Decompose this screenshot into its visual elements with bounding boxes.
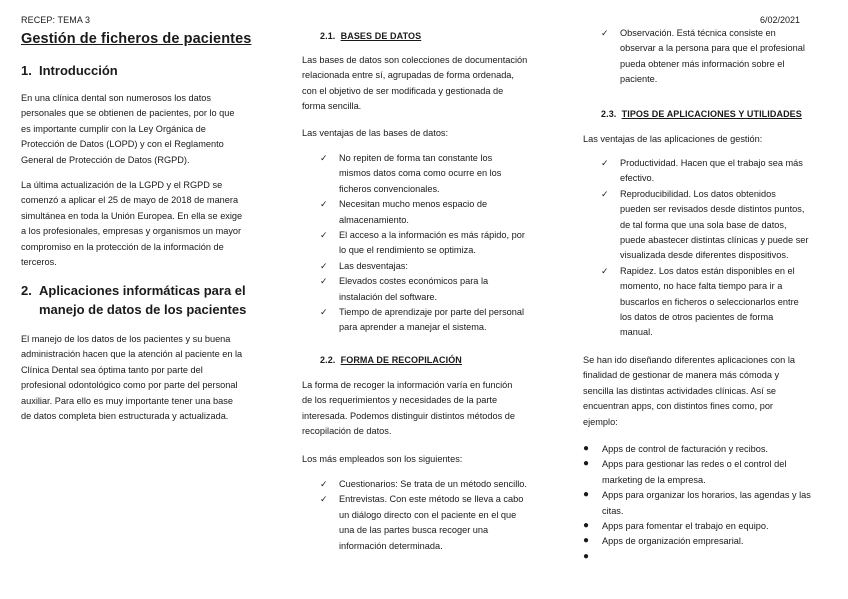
section-2-number: 2. [21,283,32,298]
checklist-item-line: Tiempo de aprendizaje por parte del personal [339,307,525,318]
section-2-paragraph-1-line: administración hacen que la atención al paciente en la [21,349,243,360]
bullet-item [583,442,838,457]
checklist-item-line: puede abastecer distintas clínicas y puede ser [620,235,809,246]
section-2-1-paragraph-1-line: relacionada entre sí, agrupadas de forma ordenada, [302,70,514,81]
checklist-item-line: Las desventajas: [339,260,408,271]
section-1-paragraph-2-line: a los profesionales, empresas y organismos un mayor [21,226,242,237]
checklist-item [601,156,836,187]
checklist-item-line: Rapidez. Los datos están disponibles en el [620,265,795,276]
bullet-item [583,534,838,549]
bullet-icon: ● [583,458,590,470]
bullet-item [583,550,838,565]
section-2-1-number: 2.1. [320,31,336,41]
checkmark-icon: ✓ [320,479,328,489]
section-1-paragraph-1 [21,91,271,168]
bullet-item-line: citas. [602,505,624,516]
checkmark-icon: ✓ [320,260,328,271]
checklist-item-line: ficheros convencionales. [339,183,440,194]
observation-checklist [601,26,831,88]
checkmark-icon: ✓ [601,158,609,168]
checklist-item-line: manual. [620,327,653,338]
section-2-1-checklist [320,151,550,336]
section-2-paragraph-1-line: de datos completa bien estructurada y actualizada. [21,411,229,422]
checklist-item [320,259,550,274]
section-1-heading [21,61,118,81]
section-1-paragraph-2-line: simultánea en toda la Unión Europea. En ella se exige [21,210,243,221]
checkmark-icon: ✓ [320,494,328,505]
section-1-number: 1. [21,63,32,78]
bullet-item-line: Apps de control de facturación y recibos. [602,444,768,454]
bullet-item-line: Apps de organización empresarial. [602,536,744,547]
section-2-2-paragraph-2: Los más empleados son los siguientes: [302,454,463,464]
section-2-1-heading [320,29,421,44]
checklist-item-line: lo que el rendimiento se optimiza. [339,245,476,256]
checklist-item [320,305,550,336]
checklist-item-line: buscarlos en ficheros o seleccionarlos entre [620,296,799,307]
section-2-3-checklist [601,156,836,341]
section-1-paragraph-2-line: La última actualización de la LGPD y el RGPD se [21,180,223,190]
checkmark-icon: ✓ [320,153,328,163]
section-2-1-title: BASES DE DATOS [340,31,422,41]
section-1-paragraph-1-line: es importante cumplir con la Ley Orgánica de [21,123,206,134]
section-2-title-line-2: manejo de datos de los pacientes [39,302,247,317]
bullet-item-line: Apps para organizar los horarios, las agendas y las [602,490,811,501]
checklist-item [320,274,550,305]
section-2-3-paragraph-1: Las ventajas de las aplicaciones de gestión: [583,134,763,144]
bullet-item [583,457,838,488]
section-2-2-paragraph-1-line: La forma de recoger la información varía en función [302,380,513,390]
section-2-1-paragraph-1-line: con el objetivo de ser modificada y gestionada de [302,85,504,96]
bullet-icon: ● [583,520,590,532]
checkmark-icon: ✓ [320,230,328,241]
section-2-3-paragraph-2-line: finalidad de gestionar de manera más cómoda y [583,370,780,381]
section-2-2-paragraph-1 [302,378,552,440]
section-2-2-checklist [320,477,550,554]
section-2-2-title: FORMA DE RECOPILACIÓN [340,355,462,365]
checkmark-icon: ✓ [320,307,328,318]
checklist-item-line: momento, no hace falta tiempo para ir a [620,281,783,292]
checklist-item [320,492,550,554]
apps-bullet-list [583,442,838,565]
bullet-item [583,488,838,519]
section-2-3-heading [601,107,802,122]
section-1-paragraph-1-line: General de Protección de Datos (RGPD). [21,154,190,165]
section-2-3-paragraph-2-line: sencilla las distintas actividades clínicas. Así se [583,385,777,396]
checklist-item-line: paciente. [620,74,658,85]
bullet-icon: ● [583,550,590,562]
checklist-item-line: El acceso a la información es más rápido, por [339,230,525,241]
section-1-paragraph-2-line: terceros. [21,257,57,268]
section-2-title-line-1: Aplicaciones informáticas para el [39,283,246,298]
bullet-icon: ● [583,535,590,547]
section-2-3-paragraph-2-line: ejemplo: [583,416,618,427]
checklist-item-line: mismos datos coma como ocurre en los [339,168,502,179]
checklist-item-line: observar a la persona para que el profesional [620,43,805,54]
checkmark-icon: ✓ [601,28,609,38]
section-2-2-paragraph-1-line: recopilación de datos. [302,426,392,437]
bullet-item-line: marketing de la empresa. [602,474,706,485]
document-title: Gestión de ficheros de pacientes [21,31,252,47]
checklist-item-line: No repiten de forma tan constante los [339,153,493,163]
checklist-item-line: un diálogo directo con el paciente en el que [339,509,517,520]
section-2-1-paragraph-1 [302,53,552,115]
section-2-1-paragraph-1-line: forma sencilla. [302,101,362,112]
checklist-item [320,151,550,197]
checklist-item-line: los datos de otros pacientes de forma [620,312,774,323]
header-date: 6/02/2021 [760,15,801,25]
section-2-3-paragraph-2-line: Se han ido diseñando diferentes aplicaciones con la [583,355,795,365]
section-2-paragraph-1-line: El manejo de los datos de los pacientes y su buena [21,334,231,344]
section-2-heading [21,281,246,301]
section-2-3-title: TIPOS DE APLICACIONES Y UTILIDADES [621,109,802,119]
checklist-item-line: visualizada desde diferentes dispositivos. [620,250,789,261]
checklist-item-line: efectivo. [620,173,655,184]
checklist-item-line: instalación del software. [339,291,438,302]
section-1-title: Introducción [39,63,118,78]
section-1-paragraph-1-line: En una clínica dental son numerosos los datos [21,93,211,103]
checklist-item-line: Observación. Está técnica consiste en [620,28,776,38]
bullet-icon: ● [583,443,590,454]
checklist-item [320,228,550,259]
bullet-item-line: Apps para fomentar el trabajo en equipo. [602,521,769,532]
checklist-item-line: pueda obtener más información sobre el [620,58,785,69]
section-2-paragraph-1 [21,332,276,424]
checkmark-icon: ✓ [601,265,609,276]
section-2-2-number: 2.2. [320,355,336,365]
checkmark-icon: ✓ [320,276,328,287]
checklist-item-line: de tal forma que una sola base de datos, [620,219,787,230]
section-2-2-paragraph-1-line: de los requerimientos y necesidades de la parte [302,395,498,406]
checklist-item-line: Cuestionarios: Se trata de un método sencillo. [339,479,527,489]
checklist-item [320,477,550,492]
section-2-paragraph-1-line: auxiliar. Para ello es muy importante tener una base [21,395,233,406]
header-label: RECEP: TEMA 3 [21,15,91,25]
bullet-item-line: Apps para gestionar las redes o el control del [602,459,787,470]
checklist-item-line: Productividad. Hacen que el trabajo sea más [620,158,803,168]
checklist-item [601,187,836,264]
section-1-paragraph-2-line: comenzó a aplicar el 25 de mayo de 2018 de manera [21,195,239,206]
section-2-paragraph-1-line: Clínica Dental sea óptima tanto por parte del [21,364,203,375]
section-1-paragraph-2 [21,178,271,270]
checklist-item-line: para aprender a manejar el sistema. [339,322,487,333]
section-2-1-paragraph-1-line: Las bases de datos son colecciones de documentación [302,55,528,65]
section-2-3-paragraph-2-line: encuentran apps, con distintos fines como, por [583,401,773,412]
checklist-item [320,197,550,228]
bullet-icon: ● [583,489,590,501]
section-2-1-paragraph-2: Las ventajas de las bases de datos: [302,128,449,138]
checklist-item-line: Entrevistas. Con este método se lleva a cabo [339,494,524,505]
section-2-2-heading [320,353,462,368]
bullet-item [583,519,838,534]
checklist-item-line: pueden ser revisados desde distintos puntos, [620,204,805,215]
section-2-2-paragraph-1-line: interesada. Podemos distinguir distintos métodos de [302,410,515,421]
checklist-item-line: Necesitan mucho menos espacio de [339,199,488,210]
checkmark-icon: ✓ [601,188,609,199]
section-2-paragraph-1-line: profesional odontológico como por parte del personal [21,380,238,391]
checklist-item-line: Elevados costes económicos para la [339,276,489,287]
section-1-paragraph-2-line: compromiso en la protección de la información de [21,241,224,252]
checklist-item-line: una de las partes busca recoger una [339,525,489,536]
checklist-item-line: almacenamiento. [339,214,409,225]
checklist-item-line: Reproducibilidad. Los datos obtenidos [620,188,776,199]
section-2-3-paragraph-2 [583,353,838,430]
section-1-paragraph-1-line: Protección de Datos (LOPD) y con el Reglamento [21,139,224,150]
checklist-item-line: información determinada. [339,540,443,551]
checkmark-icon: ✓ [320,199,328,210]
checklist-item [601,264,836,341]
section-2-3-number: 2.3. [601,109,617,119]
section-1-paragraph-1-line: personales que se obtienen de pacientes, por lo que [21,108,235,119]
checklist-item [601,26,831,88]
